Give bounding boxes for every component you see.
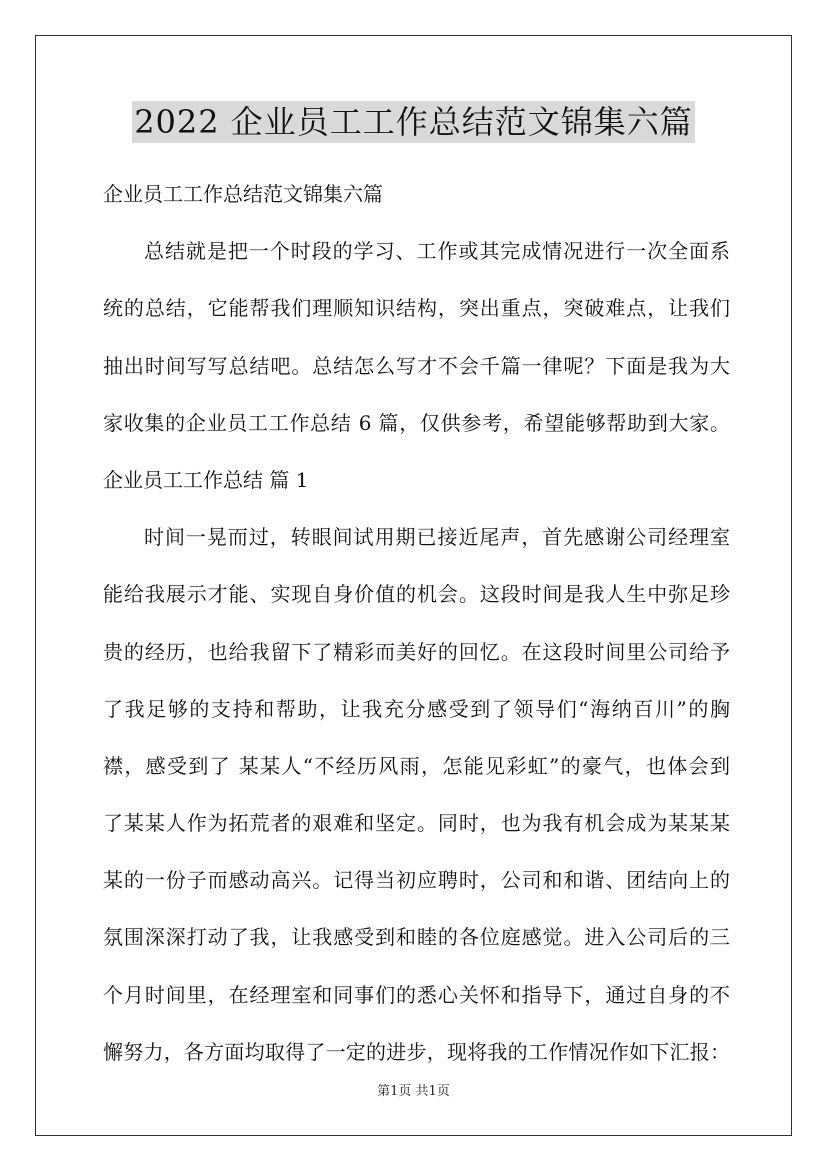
page-footer: 第1页 共1页: [377, 1084, 450, 1099]
document-body: [103, 170, 730, 1085]
section-heading: 企业员工工作总结范文锦集六篇: [103, 182, 383, 206]
body-text-line: 统的总结，它能帮我们理顺知识结构，突出重点，突破难点，让我们: [103, 296, 730, 321]
body-text-line: 抽出时间写写总结吧。总结怎么写才不会千篇一律呢？下面是我为大: [103, 353, 730, 378]
body-text-line: 贵的经历，也给我留下了精彩而美好的回忆。在这段时间里公司给予: [103, 639, 730, 664]
body-text-line: 总结就是把一个时段的学习、工作或其完成情况进行一次全面系: [144, 239, 730, 264]
body-text-line: 某的一份子而感动高兴。记得当初应聘时，公司和和谐、团结向上的: [103, 868, 730, 893]
body-text-line: 懈努力，各方面均取得了一定的进步，现将我的工作情况作如下汇报：: [103, 1039, 730, 1064]
document-title: 2022 企业员工工作总结范文锦集六篇: [134, 103, 693, 141]
title-container: [0, 101, 827, 143]
body-text-line: 个月时间里，在经理室和同事们的悉心关怀和指导下，通过自身的不: [103, 982, 730, 1007]
body-text-line: 氛围深深打动了我，让我感受到和睦的各位庭感觉。进入公司后的三: [103, 925, 730, 950]
section-heading: 企业员工工作总结 篇 1: [103, 467, 309, 492]
body-text-line: 能给我展示才能、实现自身价值的机会。这段时间是我人生中弥足珍: [103, 582, 730, 607]
body-text-line: 家收集的企业员工工作总结 6 篇，仅供参考，希望能够帮助到大家。: [103, 410, 730, 435]
body-text-line: 了某某人作为拓荒者的艰难和坚定。同时，也为我有机会成为某某某: [103, 811, 730, 836]
body-text-line: 襟，感受到了 某某人“不经历风雨，怎能见彩虹”的豪气，也体会到: [103, 753, 730, 778]
body-text-line: 了我足够的支持和帮助，让我充分感受到了领导们“海纳百川”的胸: [103, 696, 730, 721]
body-text-line: 时间一晃而过，转眼间试用期已接近尾声，首先感谢公司经理室: [144, 525, 730, 550]
